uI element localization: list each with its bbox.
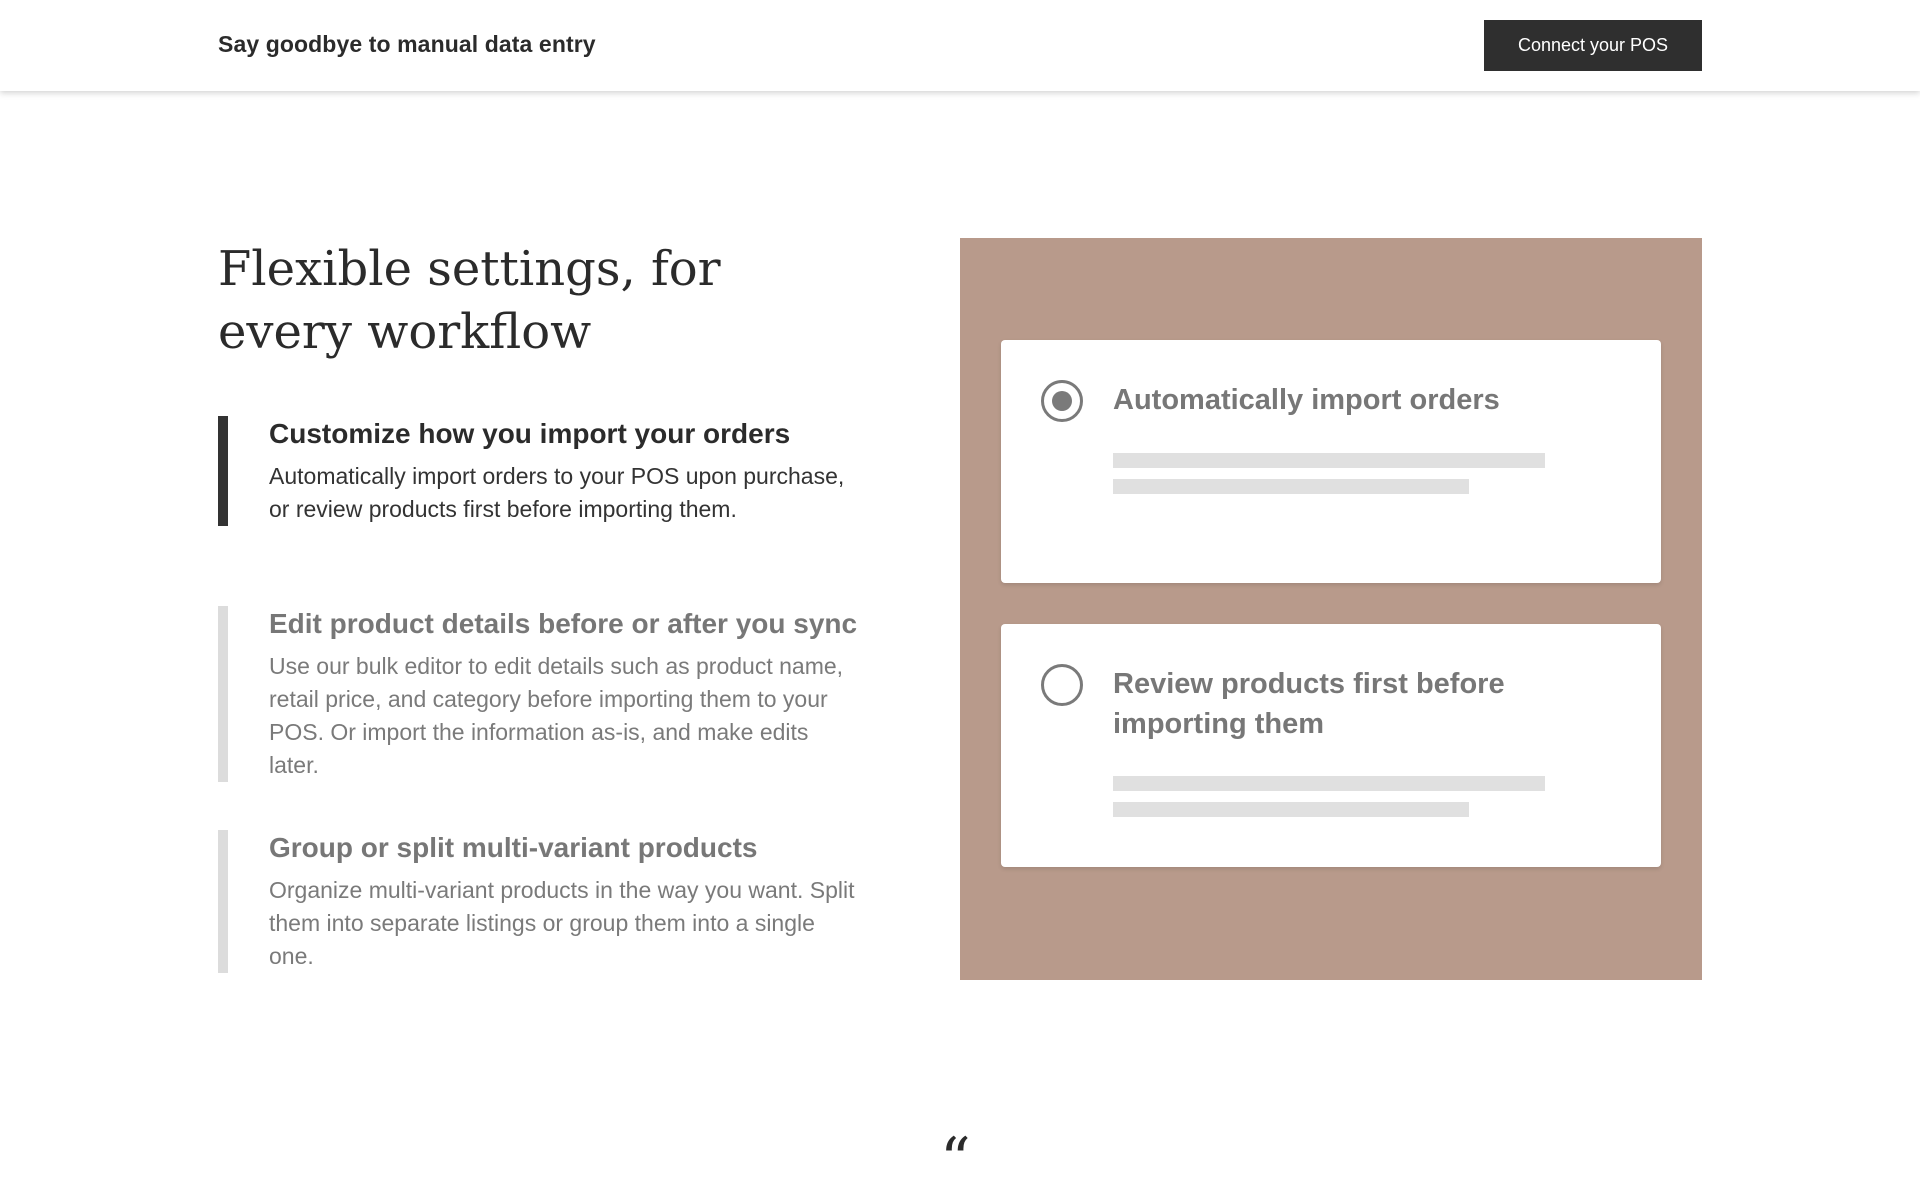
section-heading: Flexible settings, for every workflow: [218, 241, 721, 360]
radio-unselected-icon[interactable]: [1041, 664, 1083, 706]
placeholder-line: [1113, 802, 1469, 817]
radio-selected-icon[interactable]: [1041, 380, 1083, 422]
option-label: Review products first before importing them: [1113, 668, 1505, 740]
option-card-auto-import[interactable]: [1001, 340, 1661, 583]
top-bar-title: Say goodbye to manual data entry: [218, 31, 596, 57]
feature-description: Organize multi-variant products in the way you want. Split them into separate listings or group them into a single one.: [269, 877, 855, 969]
option-card-review-first[interactable]: [1001, 624, 1661, 867]
quote-icon: “: [940, 1125, 971, 1195]
feature-item-edit-details[interactable]: [218, 606, 858, 782]
feature-item-group-split[interactable]: [218, 830, 858, 973]
connect-pos-button[interactable]: Connect your POS: [1484, 20, 1702, 71]
option-label: Automatically import orders: [1113, 384, 1500, 416]
placeholder-line: [1113, 453, 1545, 468]
feature-title: Customize how you import your orders: [269, 418, 791, 449]
top-bar: [0, 0, 1920, 91]
feature-description: Automatically import orders to your POS upon purchase, or review products first before importing them.: [269, 463, 845, 522]
placeholder-line: [1113, 776, 1545, 791]
feature-description: Use our bulk editor to edit details such as product name, retail price, and category before importing them to your POS. Or import the information as-is, and make edits later.: [269, 653, 844, 778]
feature-item-customize-import[interactable]: [218, 416, 858, 526]
placeholder-line: [1113, 479, 1469, 494]
radio-dot-icon: [1052, 391, 1072, 411]
feature-title: Group or split multi-variant products: [269, 832, 758, 863]
settings-illustration-panel: [960, 238, 1702, 980]
feature-title: Edit product details before or after you sync: [269, 608, 858, 639]
